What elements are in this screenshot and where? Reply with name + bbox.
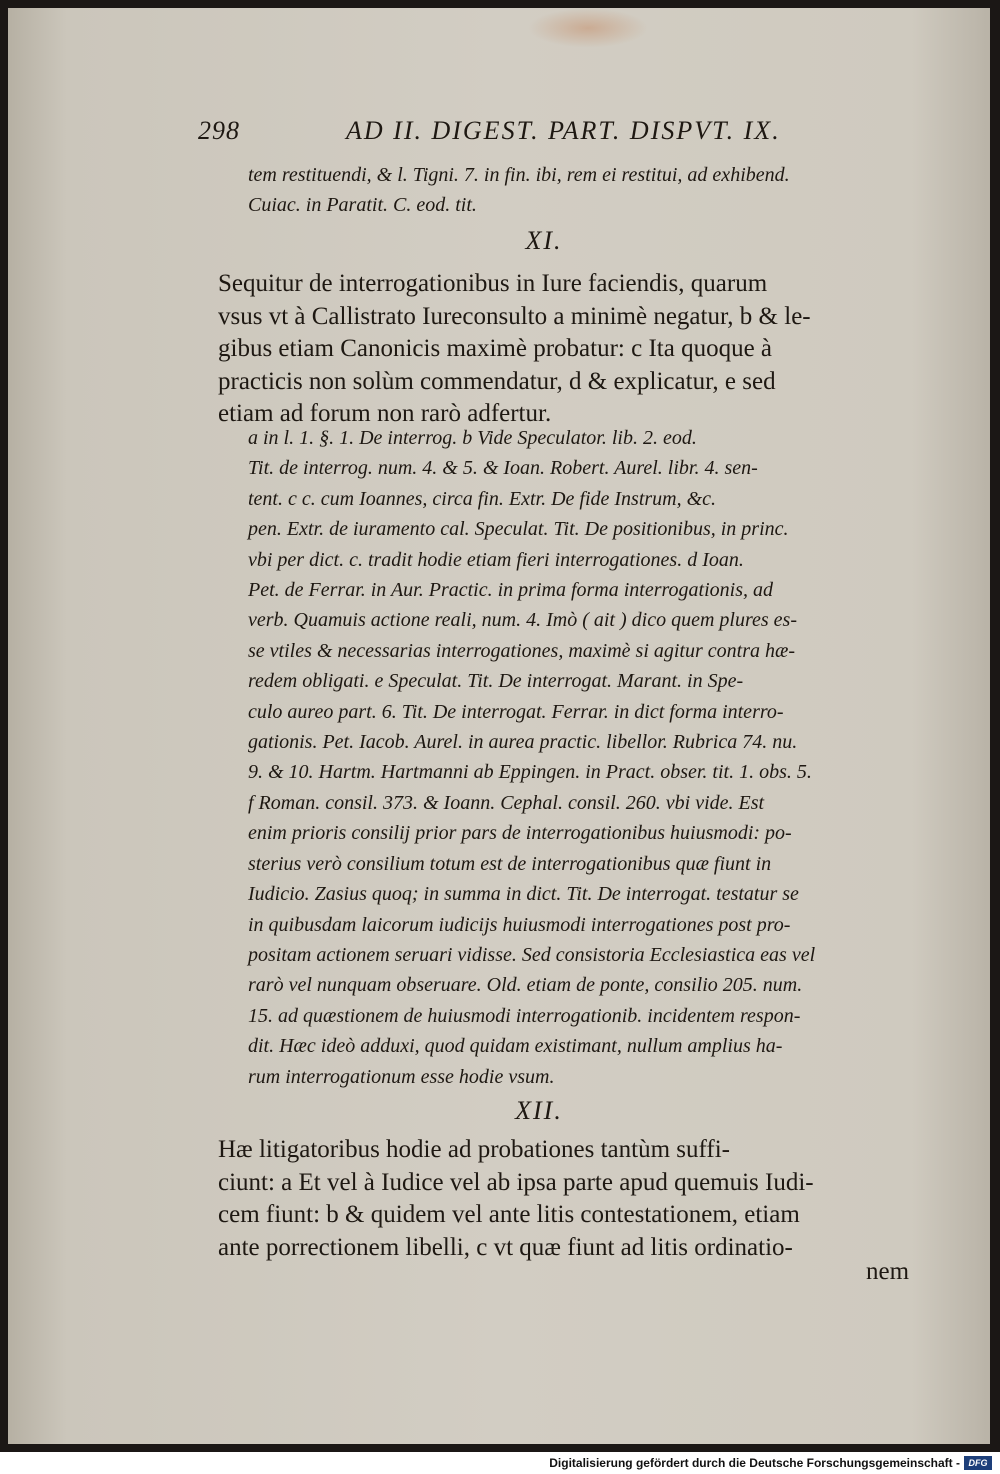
- digitization-credit-bar: [0, 1452, 1000, 1474]
- catchword: nem: [866, 1258, 910, 1285]
- body-line: Sequitur de interrogationibus in Iure faciendis, quarum: [218, 270, 768, 297]
- continuation-notes: [248, 160, 888, 221]
- note-line: Tit. de interrog. num. 4. & 5. & Ioan. Robert. Aurel. libr. 4. sen-: [248, 457, 758, 480]
- note-line: se vtiles & necessarias interrogationes, maximè si agitur contra hæ-: [248, 639, 795, 662]
- note-line: positam actionem seruari vidisse. Sed consistoria Ecclesiastica eas vel: [248, 943, 816, 966]
- note-line: Cuiac. in Paratit. C. eod. tit.: [248, 194, 477, 217]
- note-line: rarò vel nunquam obseruare. Old. etiam de ponte, consilio 205. num.: [248, 974, 803, 997]
- book-page: [8, 8, 990, 1444]
- note-line: in quibusdam laicorum iudicijs huiusmodi interrogationes post pro-: [248, 913, 791, 936]
- note-line: Iudicio. Zasius quoq; in summa in dict. Tit. De interrogat. testatur se: [248, 883, 799, 906]
- section-number-xi: XI.: [525, 226, 563, 255]
- note-line: redem obligati. e Speculat. Tit. De interrogat. Marant. in Spe-: [248, 670, 744, 693]
- note-line: tent. c c. cum Ioannes, circa fin. Extr. De fide Instrum, &c.: [248, 487, 717, 510]
- note-line: 15. ad quæstionem de huiusmodi interrogationib. incidentem respon-: [248, 1004, 801, 1027]
- section-number-xii: XII.: [515, 1096, 563, 1125]
- credit-text: Digitalisierung gefördert durch die Deutsche Forschungsgemeinschaft -: [549, 1456, 960, 1470]
- section-xi-body: [218, 268, 928, 431]
- note-line: 9. & 10. Hartm. Hartmanni ab Eppingen. in Pract. obser. tit. 1. obs. 5.: [248, 761, 812, 784]
- body-line: cem fiunt: b & quidem vel ante litis contestationem, etiam: [218, 1201, 800, 1228]
- note-line: a in l. 1. §. 1. De interrog. b Vide Speculator. lib. 2. eod.: [248, 427, 697, 449]
- body-line: practicis non solùm commendatur, d & explicatur, e sed: [218, 367, 776, 395]
- section-xii-body: [218, 1134, 928, 1264]
- page-number: 298: [198, 116, 240, 145]
- note-line: rum interrogationum esse hodie vsum.: [248, 1065, 555, 1088]
- note-line: verb. Quamuis actione reali, num. 4. Imò ( ait ) dico quem plures es-: [248, 609, 797, 632]
- body-line: gibus etiam Canonicis maximè probatur: c Ita quoque à: [218, 335, 773, 362]
- running-title: AD II. DIGEST. PART. DISPVT. IX.: [346, 116, 781, 145]
- section-xi-footnotes: [248, 423, 888, 1092]
- note-line: culo aureo part. 6. Tit. De interrogat. Ferrar. in dict forma interro-: [248, 700, 784, 723]
- note-line: dit. Hæc ideò adduxi, quod quidam existimant, nullum amplius ha-: [248, 1035, 783, 1058]
- note-line: tem restituendi, & l. Tigni. 7. in fin. ibi, rem ei restitui, ad exhibend.: [248, 164, 790, 186]
- note-line: vbi per dict. c. tradit hodie etiam fieri interrogationes. d Ioan.: [248, 548, 744, 571]
- note-line: pen. Extr. de iuramento cal. Speculat. Tit. De positionibus, in princ.: [248, 518, 789, 541]
- body-line: ciunt: a Et vel à Iudice vel ab ipsa parte apud quemuis Iudi-: [218, 1168, 814, 1196]
- note-line: gationis. Pet. Iacob. Aurel. in aurea practic. libellor. Rubrica 74. nu.: [248, 731, 798, 754]
- note-line: enim prioris consilij prior pars de interrogationibus huiusmodi: po-: [248, 822, 792, 845]
- body-line: ante porrectionem libelli, c vt quæ fiunt ad litis ordinatio-: [218, 1233, 793, 1261]
- dfg-logo-icon: DFG: [964, 1456, 992, 1470]
- running-head: [198, 116, 818, 150]
- body-line: vsus vt à Callistrato Iureconsulto a minimè negatur, b & le-: [218, 302, 811, 330]
- body-line: etiam ad forum non rarò adfertur.: [218, 400, 552, 427]
- note-line: f Roman. consil. 373. & Ioann. Cephal. consil. 260. vbi vide. Est: [248, 791, 765, 814]
- note-line: Pet. de Ferrar. in Aur. Practic. in prima forma interrogationis, ad: [248, 579, 773, 602]
- body-line: Hæ litigatoribus hodie ad probationes tantùm suffi-: [218, 1136, 730, 1163]
- note-line: sterius verò consilium totum est de interrogationibus quæ fiunt in: [248, 852, 772, 875]
